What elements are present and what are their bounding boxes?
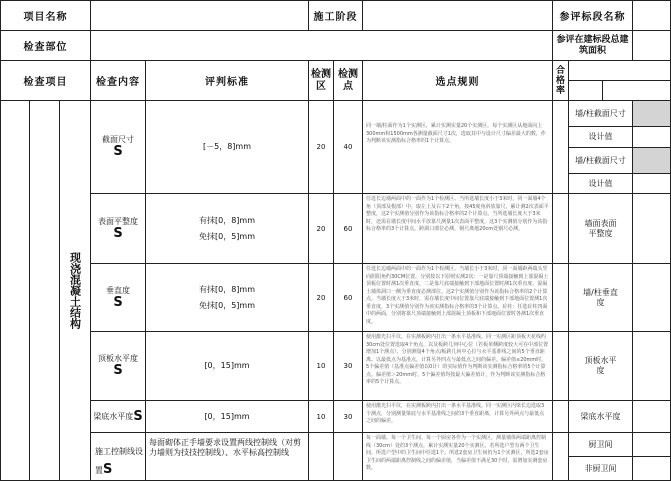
row-criteria-unplastered: 免抹[0，5]mm [198, 231, 255, 241]
row-content-label: 截面尺寸 [102, 135, 134, 144]
row-criteria-cell [146, 194, 309, 264]
group-blank-column [30, 101, 60, 481]
col-header-criteria: 评判标准 [146, 61, 309, 101]
row-criteria-cell [146, 264, 309, 332]
row-rule-text: 每一面墙、每一个卫生间、每一个厨房各作为一个实测区，测量墙体两端距离控制线（30cm）处的3个测点，累计实测实量20个实测区。若所选户型有两个卫生间，所选户型中的卫生间中任选1个。所选2套房卫生间仍为1个实测区，所选2套房卫生间的两端距离控制线之间的偏差值，当偏差值不满足30个时，需增加实测套房数。 [363, 433, 553, 481]
row-mark: S [113, 294, 123, 310]
row-point-count: 60 [334, 264, 363, 332]
col-header-point-rules: 选点规则 [363, 61, 553, 101]
row-measure-label: 厨卫间 [569, 433, 633, 457]
construction-phase-label: 施工阶段 [309, 1, 363, 31]
row-zone-count: 20 [309, 194, 334, 264]
row-content-cell [91, 264, 146, 332]
row-mark: S [103, 462, 113, 477]
col-header-check-zone: 检测区 [309, 61, 334, 101]
row-measure-label: 非厨卫间 [569, 457, 633, 481]
row-rule-text: 任选长边墙两面中的一面作为1个检测区。当墙长小于3米时，同一面墙距两端头竖向阴阳角约30CM位置，分别按以下原则实测2次：一是靠尺顶端接触到上部混凝土顶板位置时测1次垂直度，二是靠尺底端接触到下部地面位置时测1次垂直度，混凝土墙体洞口一侧为垂直度必测部位。这2个实测值分别作为该指标合格率的2个计算点。当墙长度大于3米时，需在墙长度中间位置靠尺底端接触到下部地面位置测1次垂直度，3个实测值分别作为该实测指标合格率的3个计算点。砼柱：任选砼柱四面中的两面，分别将靠尺顶端接触到上部混凝土顶板和下部地面位置时各测1次垂直度。 [363, 264, 553, 332]
row-rule-text: 同一墙/柱面作为1个实测区，累计实测实量20个实测区。每个实测区从地面向上300mm和1500mm各测量截面尺寸1次，选取其中与设计尺寸偏差最大的数，作为判断该实测指标合格率的1个计算点。 [363, 101, 553, 194]
section-label-cell [60, 101, 91, 481]
inspection-part-label: 检查部位 [1, 31, 91, 61]
row-criteria: [－5，8]mm [146, 101, 309, 194]
measurement-header-cell [569, 81, 603, 101]
evaluated-label-name-label: 参评标段名称 [553, 1, 633, 31]
col-header-inspection-item: 检查项目 [1, 61, 91, 101]
inspection-part-field[interactable] [91, 31, 553, 61]
row-measure-label: 墙/柱垂直度 [569, 264, 633, 332]
project-name-label: 项目名称 [1, 1, 91, 31]
measurement-header-top [569, 61, 671, 81]
row-zone-count: 10 [309, 332, 334, 401]
measure-value-shaded [633, 148, 671, 174]
group-blank-column [1, 101, 30, 481]
col-header-pass-rate: 合格率 [553, 61, 569, 101]
evaluated-label-name-field[interactable] [633, 1, 671, 31]
row-content-label: 表面平整度 [98, 216, 138, 226]
row-pass-rate-field[interactable] [553, 332, 569, 401]
row-zone-count-blank [309, 433, 334, 481]
row-rule-text: 使用激光扫平仪，在实测板跨内打出一条水平基准线。同一实测区距顶板天花线约30cm处位置选取4个角点，以及板跨几何中心位（若板单侧跨度较大可在中部位置增加1个测点），分别测量4个角点/板跨几何中心位与水平基准线之间的5个垂直距离。以最低点为基准点，计算另外四点与最低点之间的偏差。偏差值≤20mm时，5个偏差值（基准点偏差值以0计）的实际值作为判断该实测指标合格率的5个计算点。偏差值＞20mm时，5个偏差值均按最大偏差值计，作为判断该实测指标合格率的5个计算点。 [363, 332, 553, 401]
measure-value-field[interactable] [633, 127, 671, 148]
measure-value-field[interactable] [633, 332, 671, 401]
row-measure-label: 墙/柱截面尺寸 [569, 148, 633, 174]
col-header-inspection-content: 检查内容 [91, 61, 146, 101]
row-mark: S [113, 225, 123, 241]
row-pass-rate-field[interactable] [553, 401, 569, 433]
row-point-count: 40 [334, 101, 363, 194]
row-rule-text: 使用激光扫平仪，在实测板跨内打出一条水平基准线。同一实测区内梁长边选取3个测点，分别测量梁底与水平基准线之间的3个垂直距离，计算另外两点与最低点之间的偏差。 [363, 401, 553, 433]
measure-value-field[interactable] [633, 194, 671, 264]
measure-value-field[interactable] [633, 401, 671, 433]
measurement-header-cell [603, 81, 671, 101]
row-pass-rate-field[interactable] [553, 264, 569, 332]
row-pass-rate-field[interactable] [553, 101, 569, 194]
evaluated-building-area-field[interactable] [633, 31, 671, 61]
col-header-check-point: 检测点 [334, 61, 363, 101]
row-measure-label: 梁底水平度 [569, 401, 633, 433]
row-measure-label: 设计值 [569, 127, 633, 148]
row-criteria: [0，15]mm [146, 332, 309, 401]
row-measure-label: 墙/柱截面尺寸 [569, 101, 633, 127]
measure-value-field[interactable] [633, 457, 671, 481]
row-content-cell [91, 194, 146, 264]
row-criteria-unplastered: 免抹[0，5]mm [198, 300, 255, 310]
row-measure-label: 设计值 [569, 174, 633, 194]
measure-value-field[interactable] [633, 433, 671, 457]
row-zone-count: 10 [309, 401, 334, 433]
row-measure-label: 顶板水平度 [569, 332, 633, 401]
row-content-label: 施工控制线设置 [95, 447, 143, 475]
row-mark: S [113, 363, 123, 378]
evaluated-building-area-label: 参评在建标段总建筑面积 [553, 31, 633, 61]
row-rule-text: 任选长边墙两面中的一面作为1个检测区。当所选墙长度小于3米时，同一面墙4个角（顶部及根部）中，取左上及右下2个角。按45度角斜放靠尺，累计测2次表面平整度，这2个实测值分别作为该指标合格率的2个计算点。当所选墙长度大于3米时，还需在墙长度中间水平放靠尺测量1次表面平整度，这3个实测值分别作为该指标合格率的3个计算点。跨洞口部位必测，钢尺离地20cm处钢尺必测。 [363, 194, 553, 264]
row-point-count: 60 [334, 194, 363, 264]
row-content-cell [91, 433, 146, 481]
row-measure-label: 墙面表面平整度 [569, 194, 633, 264]
row-pass-rate-field[interactable] [553, 194, 569, 264]
row-description: 每面砌体正手墙要求设置两线控制线（对剪力墙则为技技控制线）、水平标高控制线 [146, 433, 309, 481]
measure-value-field[interactable] [633, 174, 671, 194]
row-point-count-blank [334, 433, 363, 481]
row-mark: S [133, 408, 143, 424]
row-content-cell [91, 101, 146, 194]
row-zone-count: 20 [309, 264, 334, 332]
row-zone-count: 20 [309, 101, 334, 194]
row-content-label: 垂直度 [106, 285, 130, 295]
project-name-field[interactable] [91, 1, 309, 31]
row-pass-rate-field[interactable] [553, 433, 569, 481]
row-mark: S [113, 144, 123, 159]
measure-value-shaded [633, 101, 671, 127]
row-criteria: [0，15]mm [146, 401, 309, 433]
row-criteria-plastered: 有抹[0，8]mm [198, 284, 255, 294]
row-content-label: 顶板水平度 [98, 354, 138, 363]
row-criteria-plastered: 有抹[0，8]mm [198, 215, 255, 225]
row-content-label: 梁底水平度 [93, 411, 134, 421]
construction-phase-field[interactable] [363, 1, 553, 31]
row-point-count: 30 [334, 401, 363, 433]
row-point-count: 30 [334, 332, 363, 401]
row-content-cell [91, 401, 146, 433]
row-content-cell [91, 332, 146, 401]
measure-value-field[interactable] [633, 264, 671, 332]
section-label: 现浇混凝土结构 [68, 252, 82, 329]
